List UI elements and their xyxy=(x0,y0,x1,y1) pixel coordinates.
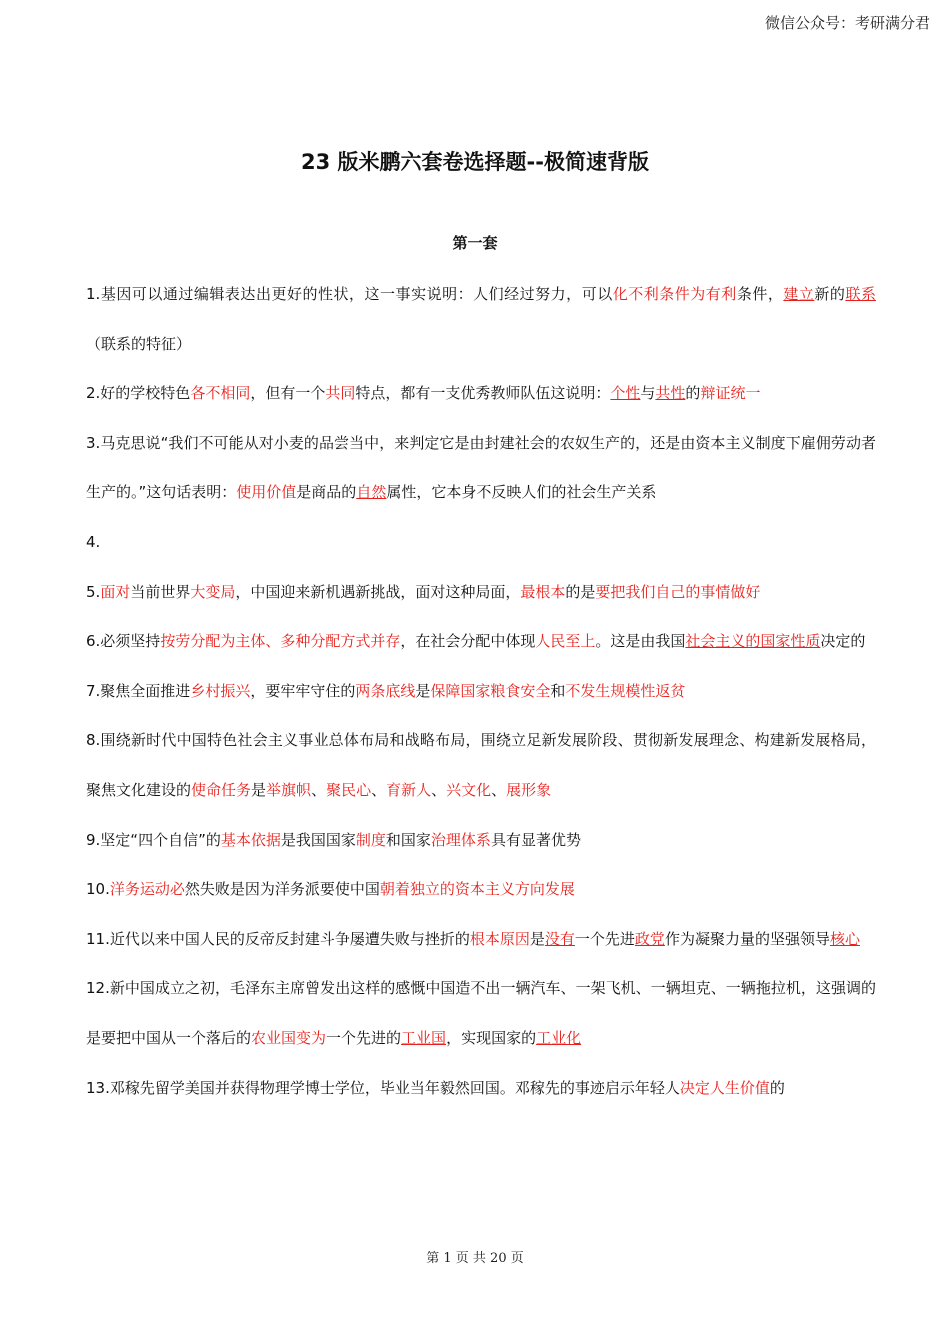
question-text: ，实现国家的 xyxy=(446,1028,537,1047)
highlighted-keyword: 建立 xyxy=(783,285,815,303)
question-text: 4. xyxy=(86,532,101,551)
highlighted-keyword: 不发生规模性返贫 xyxy=(565,681,686,700)
question-text: 8.围绕新时代中国特色社会主义事业总体布局和战略布局，围绕立足新发展阶段、贯彻新发展理念、构建新发展格局，聚焦文化建设的 xyxy=(86,731,876,799)
question-text: 然失败是因为洋务派要使中国 xyxy=(184,880,380,899)
highlighted-keyword: 大变局 xyxy=(190,582,236,601)
question-text: ，中国迎来新机遇新挑战，面对这种局面， xyxy=(235,582,521,601)
question-text: 、 xyxy=(311,780,327,799)
highlighted-keyword: 洋务运动必 xyxy=(109,880,185,899)
document-title: 23 版米鹏六套卷选择题--极简速背版 xyxy=(301,150,649,174)
highlighted-keyword: 核心 xyxy=(829,929,860,948)
highlighted-keyword: 举旗帜 xyxy=(266,780,312,799)
highlighted-keyword: 基本依据 xyxy=(220,830,281,849)
question-item xyxy=(86,915,876,965)
question-item xyxy=(86,270,876,369)
question-text: 13.邓稼先留学美国并获得物理学博士学位，毕业当年毅然回国。邓稼先的事迹启示年轻人 xyxy=(86,1078,680,1097)
highlighted-keyword: 化不利条件为有利 xyxy=(612,285,737,303)
question-text: 7.聚焦全面推进 xyxy=(86,681,191,700)
highlighted-keyword: 保障国家粮食安全 xyxy=(430,681,551,700)
question-text: 、 xyxy=(371,780,387,799)
highlighted-keyword: 按劳分配为主体、多种分配方式并存 xyxy=(160,632,401,651)
question-text: 、 xyxy=(491,780,507,799)
highlighted-keyword: 决定人生价值 xyxy=(679,1078,770,1097)
question-text: 新的 xyxy=(814,285,846,303)
highlighted-keyword: 各不相同 xyxy=(190,384,251,403)
highlighted-keyword: 农业国变为 xyxy=(251,1028,327,1047)
highlighted-keyword: 展形象 xyxy=(506,780,552,799)
question-text: 条件， xyxy=(736,285,784,303)
question-text: 决定的 xyxy=(820,632,866,651)
highlighted-keyword: 共性 xyxy=(655,384,686,403)
question-item xyxy=(86,568,876,618)
highlighted-keyword: 个性 xyxy=(610,384,641,403)
question-text: 2.好的学校特色 xyxy=(86,384,191,403)
question-item xyxy=(86,816,876,866)
highlighted-keyword: 工业国 xyxy=(401,1028,447,1047)
question-text: 。这是由我国 xyxy=(595,632,686,651)
question-text: 12.新中国成立之初，毛泽东主席曾发出这样的感慨中国造不出一辆汽车、一架飞机、一辆坦克、一辆拖拉机，这强调的是要把中国从一个落后的 xyxy=(86,979,876,1047)
highlighted-keyword: 要把我们自己的事情做好 xyxy=(595,582,761,601)
highlighted-keyword: 育新人 xyxy=(386,780,432,799)
question-text: 和国家 xyxy=(385,830,431,849)
question-text: 和 xyxy=(550,681,566,700)
question-item xyxy=(86,716,876,815)
question-list xyxy=(86,270,876,1113)
highlighted-keyword: 联系 xyxy=(845,285,876,303)
question-text: 一个先进的 xyxy=(326,1028,402,1047)
highlighted-keyword: 使命任务 xyxy=(191,780,252,799)
question-text: 具有显著优势 xyxy=(490,830,581,849)
highlighted-keyword: 使用价值 xyxy=(236,483,297,502)
question-text: 10. xyxy=(86,880,110,899)
highlighted-keyword: 人民至上 xyxy=(535,632,596,651)
highlighted-keyword: 根本原因 xyxy=(469,929,530,948)
question-text: 是我国国家 xyxy=(280,830,356,849)
question-text: 是 xyxy=(415,681,431,700)
highlighted-keyword: 最根本 xyxy=(520,582,566,601)
question-item xyxy=(86,617,876,667)
section-heading: 第一套 xyxy=(452,234,498,252)
highlighted-keyword: 制度 xyxy=(355,830,386,849)
question-text: 、 xyxy=(431,780,447,799)
question-text: （联系的特征） xyxy=(86,334,192,353)
question-text: 当前世界 xyxy=(130,582,191,601)
highlighted-keyword: 没有 xyxy=(544,929,575,948)
highlighted-keyword: 面对 xyxy=(100,582,131,601)
question-text: ，在社会分配中体现 xyxy=(400,632,536,651)
highlighted-keyword: 自然 xyxy=(356,483,387,502)
question-text: 5. xyxy=(86,582,101,601)
question-item xyxy=(86,964,876,1063)
question-text: 的是 xyxy=(565,582,596,601)
question-text: 3.马克思说“我们不可能从对小麦的品尝当中，来判定它是由封建社会的农奴生产的，还是由资本主义制度下雇佣劳动者生产的。”这句话表明： xyxy=(86,433,876,502)
question-text: 特点，都有一支优秀教师队伍这说明： xyxy=(355,384,611,403)
highlighted-keyword: 共同 xyxy=(325,384,356,403)
question-item xyxy=(86,865,876,915)
question-text: 9.坚定“四个自信”的 xyxy=(86,830,221,849)
question-text: ，但有一个 xyxy=(250,384,326,403)
question-text: 是 xyxy=(529,929,545,948)
question-item xyxy=(86,1064,876,1114)
question-text: ，要牢牢守住的 xyxy=(250,681,356,700)
highlighted-keyword: 聚民心 xyxy=(326,780,372,799)
highlighted-keyword: 兴文化 xyxy=(446,780,492,799)
page-footer: 第 1 页 共 20 页 xyxy=(426,1251,524,1266)
highlighted-keyword: 朝着独立的资本主义方向发展 xyxy=(379,880,575,899)
question-text: 的 xyxy=(685,384,701,403)
question-text: 是 xyxy=(251,780,267,799)
highlighted-keyword: 治理体系 xyxy=(430,830,491,849)
question-text: 作为凝聚力量的坚强领导 xyxy=(664,929,830,948)
question-item xyxy=(86,518,876,568)
highlighted-keyword: 辩证统一 xyxy=(700,384,761,403)
question-text: 1.基因可以通过编辑表达出更好的性状，这一事实说明：人们经过努力，可以 xyxy=(86,285,613,303)
highlighted-keyword: 社会主义的国家性质 xyxy=(685,632,821,651)
question-item xyxy=(86,667,876,717)
question-text: 一个先进 xyxy=(574,929,635,948)
highlighted-keyword: 两条底线 xyxy=(355,681,416,700)
highlighted-keyword: 工业化 xyxy=(536,1028,582,1047)
question-text: 6.必须坚持 xyxy=(86,632,161,651)
question-text: 是商品的 xyxy=(296,483,357,502)
highlighted-keyword: 政党 xyxy=(634,929,665,948)
question-text: 与 xyxy=(640,384,656,403)
question-text: 的 xyxy=(769,1078,785,1097)
question-item xyxy=(86,369,876,419)
page-header: 微信公众号：考研满分君 xyxy=(764,14,930,32)
highlighted-keyword: 乡村振兴 xyxy=(190,681,251,700)
question-item xyxy=(86,419,876,518)
question-text: 11.近代以来中国人民的反帝反封建斗争屡遭失败与挫折的 xyxy=(86,929,470,948)
question-text: 属性，它本身不反映人们的社会生产关系 xyxy=(386,483,657,502)
